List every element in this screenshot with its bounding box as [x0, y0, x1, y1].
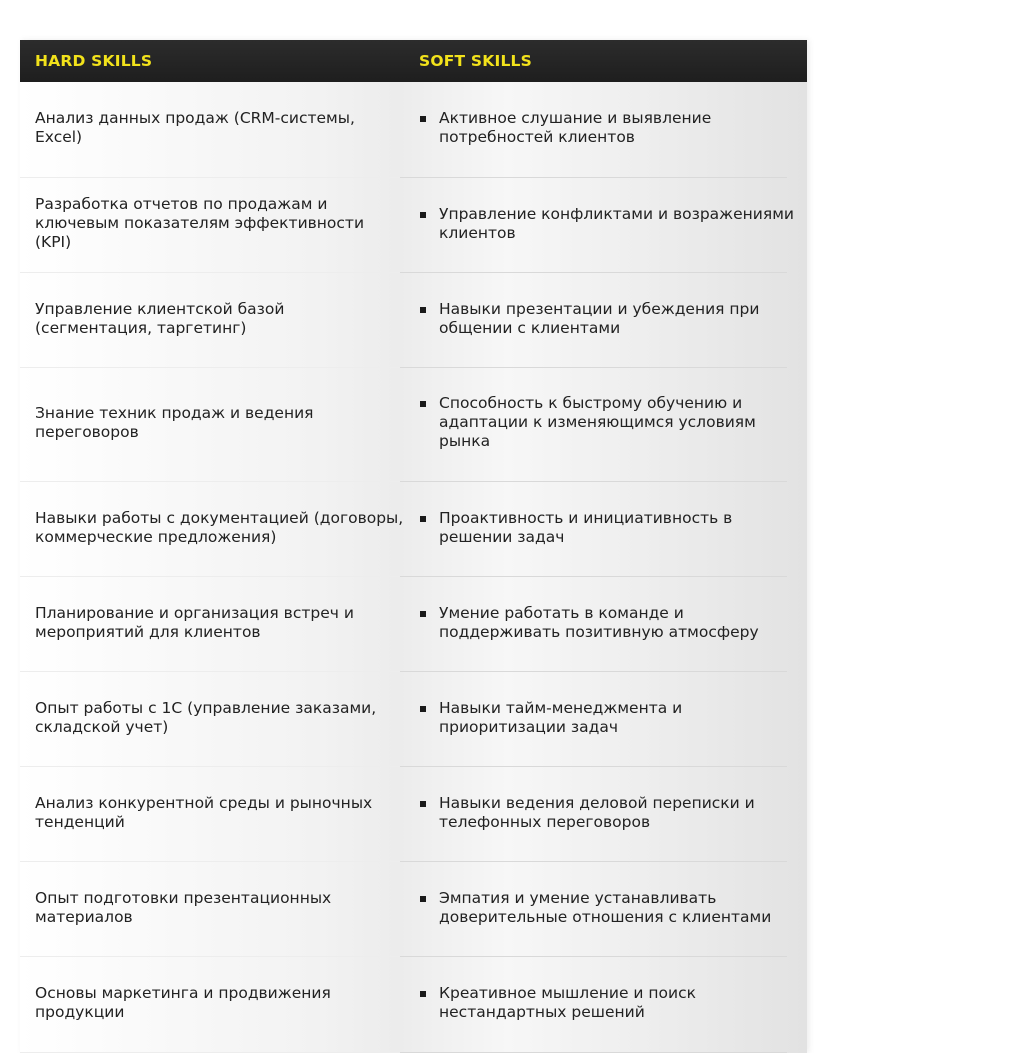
table-row [20, 178, 807, 273]
soft-skill-cell: Проактивность и инициативность в решении задач [439, 509, 733, 547]
hard-skill-cell: Анализ конкурентной среды и рыночных тенденций [35, 794, 373, 832]
square-bullet-icon [420, 401, 426, 407]
hard-skills-heading: HARD SKILLS [35, 52, 153, 70]
soft-skill-cell: Способность к быстрому обучению и адаптации к изменяющимся условиям рынка [439, 394, 756, 451]
soft-skill-cell: Активное слушание и выявление потребностей клиентов [439, 109, 712, 147]
hard-skill-cell: Знание техник продаж и ведения переговоров [35, 404, 314, 442]
square-bullet-icon [420, 611, 426, 617]
soft-skill-cell: Навыки ведения деловой переписки и телефонных переговоров [439, 794, 755, 832]
hard-skill-cell: Навыки работы с документацией (договоры, коммерческие предложения) [35, 509, 404, 547]
hard-skill-cell: Разработка отчетов по продажам и ключевым показателям эффективности (KPI) [35, 195, 365, 252]
skills-table [20, 40, 807, 1053]
hard-skill-cell: Планирование и организация встреч и мероприятий для клиентов [35, 604, 354, 642]
hard-skill-cell: Основы маркетинга и продвижения продукции [35, 984, 331, 1022]
table-row [20, 482, 807, 577]
table-row [20, 957, 807, 1053]
soft-skill-cell: Умение работать в команде и поддерживать позитивную атмосферу [439, 604, 759, 642]
table-row [20, 368, 807, 482]
square-bullet-icon [420, 307, 426, 313]
hard-skill-cell: Управление клиентской базой (сегментация, таргетинг) [35, 300, 285, 338]
square-bullet-icon [420, 801, 426, 807]
square-bullet-icon [420, 516, 426, 522]
table-header [20, 40, 807, 82]
soft-skill-cell: Эмпатия и умение устанавливать доверительные отношения с клиентами [439, 889, 772, 927]
table-row [20, 862, 807, 957]
table-row [20, 672, 807, 767]
square-bullet-icon [420, 212, 426, 218]
hard-skill-cell: Опыт работы с 1С (управление заказами, складской учет) [35, 699, 377, 737]
hard-skill-cell: Опыт подготовки презентационных материалов [35, 889, 332, 927]
square-bullet-icon [420, 116, 426, 122]
table-row [20, 767, 807, 862]
square-bullet-icon [420, 706, 426, 712]
table-row [20, 273, 807, 368]
table-body [20, 82, 807, 1053]
square-bullet-icon [420, 896, 426, 902]
soft-skill-cell: Навыки тайм-менеджмента и приоритизации задач [439, 699, 683, 737]
table-row [20, 82, 807, 178]
table-row [20, 577, 807, 672]
hard-skill-cell: Анализ данных продаж (CRM-системы, Excel) [35, 109, 355, 147]
square-bullet-icon [420, 991, 426, 997]
soft-skills-heading: SOFT SKILLS [419, 52, 532, 70]
soft-skill-cell: Навыки презентации и убеждения при общении с клиентами [439, 300, 760, 338]
soft-skill-cell: Управление конфликтами и возражениями клиентов [439, 205, 794, 243]
soft-skill-cell: Креативное мышление и поиск нестандартных решений [439, 984, 696, 1022]
